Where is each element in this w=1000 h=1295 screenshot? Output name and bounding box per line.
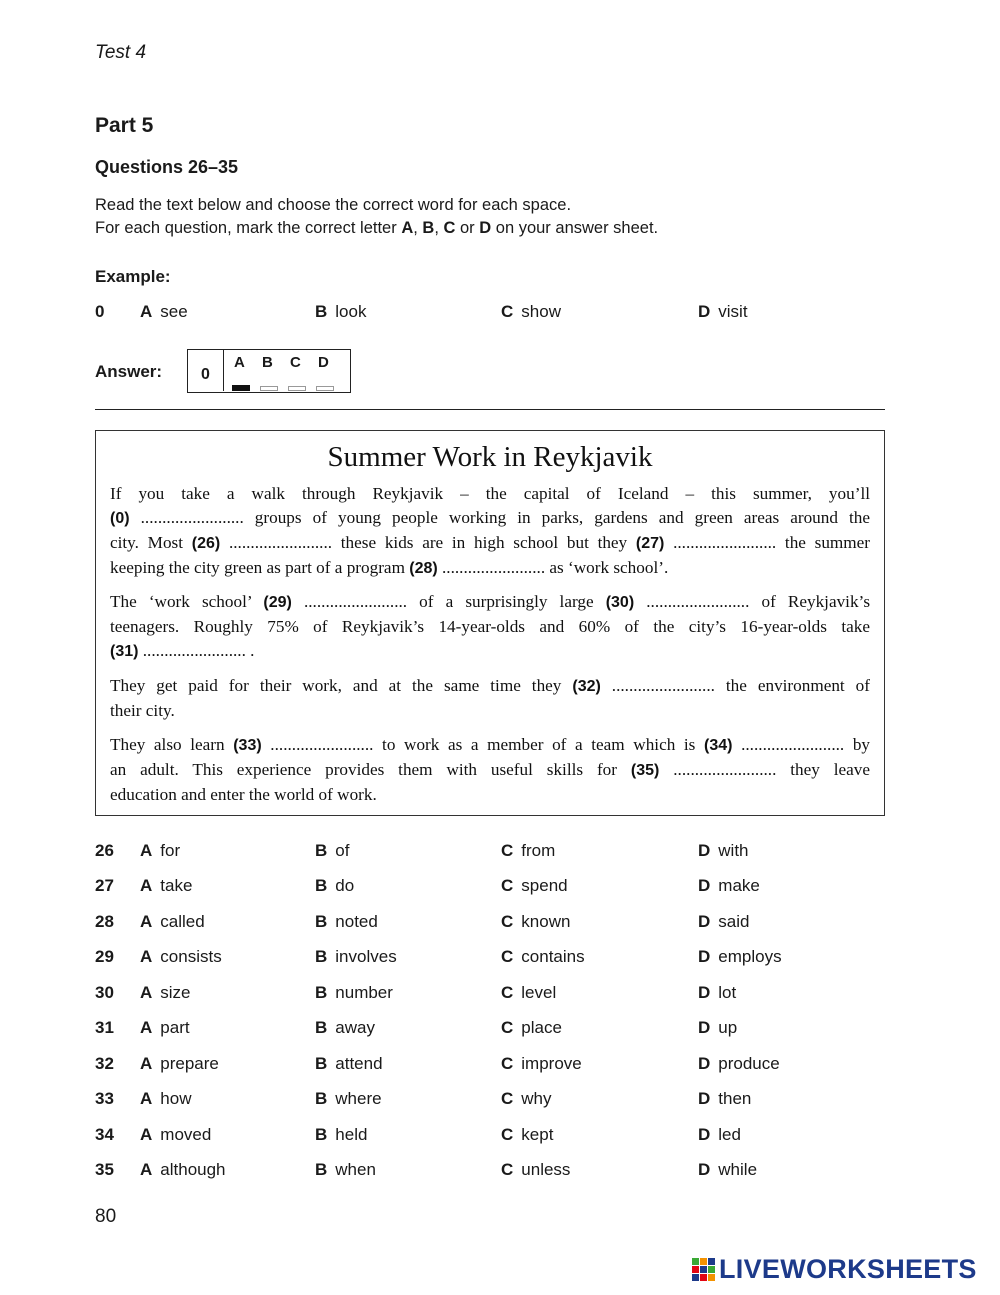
option-c[interactable]: C improve bbox=[501, 1054, 582, 1073]
option-a[interactable]: A size bbox=[140, 983, 191, 1002]
option-a[interactable]: A called bbox=[140, 912, 205, 931]
question-number: 27 bbox=[95, 876, 114, 895]
option-c[interactable]: C unless bbox=[501, 1160, 571, 1179]
answer-mark-c bbox=[288, 386, 306, 391]
question-row bbox=[95, 1054, 895, 1078]
reading-text-box bbox=[95, 430, 885, 816]
option-b[interactable]: B attend bbox=[315, 1054, 383, 1073]
gap-27: ........................ bbox=[673, 533, 777, 552]
option-c[interactable]: C kept bbox=[501, 1125, 554, 1144]
option-c[interactable]: C why bbox=[501, 1089, 552, 1108]
option-b[interactable]: B when bbox=[315, 1160, 376, 1179]
answer-mark-a-filled bbox=[232, 385, 250, 391]
page-number: 80 bbox=[95, 1206, 117, 1227]
question-row bbox=[95, 1018, 895, 1042]
option-a[interactable]: A take bbox=[140, 876, 193, 895]
instruction-line-2: For each question, mark the correct letter A, B, C or D on your answer sheet. bbox=[95, 219, 659, 237]
answer-mark-b bbox=[260, 386, 278, 391]
option-c[interactable]: C from bbox=[501, 841, 556, 860]
gap-29: ........................ bbox=[303, 592, 408, 611]
gap-31: ........................ bbox=[142, 641, 246, 660]
option-d[interactable]: D while bbox=[698, 1160, 758, 1179]
option-c[interactable]: C known bbox=[501, 912, 571, 931]
example-option-d: D visit bbox=[698, 302, 748, 321]
option-b[interactable]: B away bbox=[315, 1018, 375, 1037]
option-c[interactable]: C contains bbox=[501, 947, 585, 966]
question-number: 33 bbox=[95, 1089, 114, 1108]
example-answer-box bbox=[187, 349, 351, 393]
question-number: 29 bbox=[95, 947, 114, 966]
gap-35: ........................ bbox=[673, 760, 777, 779]
question-row bbox=[95, 841, 895, 865]
logo-text: LIVEWORKSHEETS bbox=[719, 1254, 977, 1284]
question-row bbox=[95, 983, 895, 1007]
question-number: 28 bbox=[95, 912, 114, 931]
part-title: Part 5 bbox=[95, 114, 154, 137]
option-d[interactable]: D with bbox=[698, 841, 749, 860]
option-b[interactable]: B where bbox=[315, 1089, 382, 1108]
option-b[interactable]: B involves bbox=[315, 947, 397, 966]
option-a[interactable]: A part bbox=[140, 1018, 190, 1037]
option-d[interactable]: D make bbox=[698, 876, 760, 895]
option-c[interactable]: C place bbox=[501, 1018, 562, 1037]
question-row bbox=[95, 1125, 895, 1149]
example-number: 0 bbox=[95, 302, 105, 321]
question-number: 32 bbox=[95, 1054, 114, 1073]
instruction-line-1: Read the text below and choose the correct word for each space. bbox=[95, 196, 572, 214]
test-label: Test 4 bbox=[95, 42, 147, 63]
example-option-b: B look bbox=[315, 302, 367, 321]
answer-label: Answer: bbox=[95, 362, 163, 381]
option-d[interactable]: D employs bbox=[698, 947, 782, 966]
answer-marks bbox=[232, 378, 344, 396]
option-d[interactable]: D produce bbox=[698, 1054, 780, 1073]
question-number: 30 bbox=[95, 983, 114, 1002]
example-option-c: C show bbox=[501, 302, 561, 321]
answer-number: 0 bbox=[188, 350, 224, 391]
option-a[interactable]: A for bbox=[140, 841, 181, 860]
option-d[interactable]: D said bbox=[698, 912, 750, 931]
question-row bbox=[95, 912, 895, 936]
option-d[interactable]: D up bbox=[698, 1018, 738, 1037]
gap-26: ........................ bbox=[228, 533, 333, 552]
option-b[interactable]: B do bbox=[315, 876, 355, 895]
option-b[interactable]: B number bbox=[315, 983, 393, 1002]
paragraph-3: They get paid for their work, and at the same time they (32) ........................ the environment of their city. bbox=[110, 676, 870, 720]
example-option-a: A see bbox=[140, 302, 188, 321]
option-a[interactable]: A prepare bbox=[140, 1054, 219, 1073]
answer-mark-d bbox=[316, 386, 334, 391]
gap-28: ........................ bbox=[441, 558, 546, 577]
gap-0: ........................ bbox=[140, 508, 244, 527]
answer-letters: A B C D bbox=[234, 354, 329, 371]
paragraph-2: The ‘work school’ (29) ........................ of a surprisingly large (30) ........................ of Reykjavik’s teenagers. Roughly 75% of Reykjavik’s 14-year-olds and 60% of the city’s 16-year-olds take (31) ........................ . bbox=[110, 592, 871, 660]
option-b[interactable]: B noted bbox=[315, 912, 378, 931]
option-a[interactable]: A moved bbox=[140, 1125, 212, 1144]
option-b[interactable]: B of bbox=[315, 841, 350, 860]
question-number: 31 bbox=[95, 1018, 114, 1037]
option-d[interactable]: D lot bbox=[698, 983, 737, 1002]
option-b[interactable]: B held bbox=[315, 1125, 368, 1144]
option-d[interactable]: D then bbox=[698, 1089, 752, 1108]
question-number: 34 bbox=[95, 1125, 114, 1144]
section-divider bbox=[95, 409, 885, 410]
option-a[interactable]: A although bbox=[140, 1160, 226, 1179]
paragraph-1: If you take a walk through Reykjavik – the capital of Iceland – this summer, you’ll (0) ........................ groups of young people working in parks, gardens and green areas around the city. Most (26) ........................ these kids are in high school but they (27) ........................ the summer keeping the city green as part of a program (28) ........................ as ‘work school’. bbox=[110, 484, 871, 577]
question-row bbox=[95, 1089, 895, 1113]
example-options-row bbox=[95, 302, 895, 326]
question-row bbox=[95, 947, 895, 971]
gap-33: ........................ bbox=[270, 735, 374, 754]
gap-32: ........................ bbox=[611, 676, 715, 695]
logo-blocks-icon bbox=[692, 1258, 716, 1282]
option-d[interactable]: D led bbox=[698, 1125, 741, 1144]
question-number: 26 bbox=[95, 841, 114, 860]
option-a[interactable]: A how bbox=[140, 1089, 192, 1108]
option-c[interactable]: C level bbox=[501, 983, 557, 1002]
gap-30: ........................ bbox=[646, 592, 750, 611]
question-row bbox=[95, 876, 895, 900]
option-c[interactable]: C spend bbox=[501, 876, 568, 895]
gap-34: ........................ bbox=[741, 735, 845, 754]
text-title: Summer Work in Reykjavik bbox=[327, 441, 653, 473]
paragraph-4: They also learn (33) ........................ to work as a member of a team which is (34) ........................ by an adult. This experience provides them with useful skills for (35) ........................ they leave education and enter the world of work. bbox=[110, 735, 871, 804]
question-number: 35 bbox=[95, 1160, 114, 1179]
questions-title: Questions 26–35 bbox=[95, 157, 239, 177]
example-label: Example: bbox=[95, 267, 171, 286]
question-row bbox=[95, 1160, 895, 1184]
option-a[interactable]: A consists bbox=[140, 947, 222, 966]
